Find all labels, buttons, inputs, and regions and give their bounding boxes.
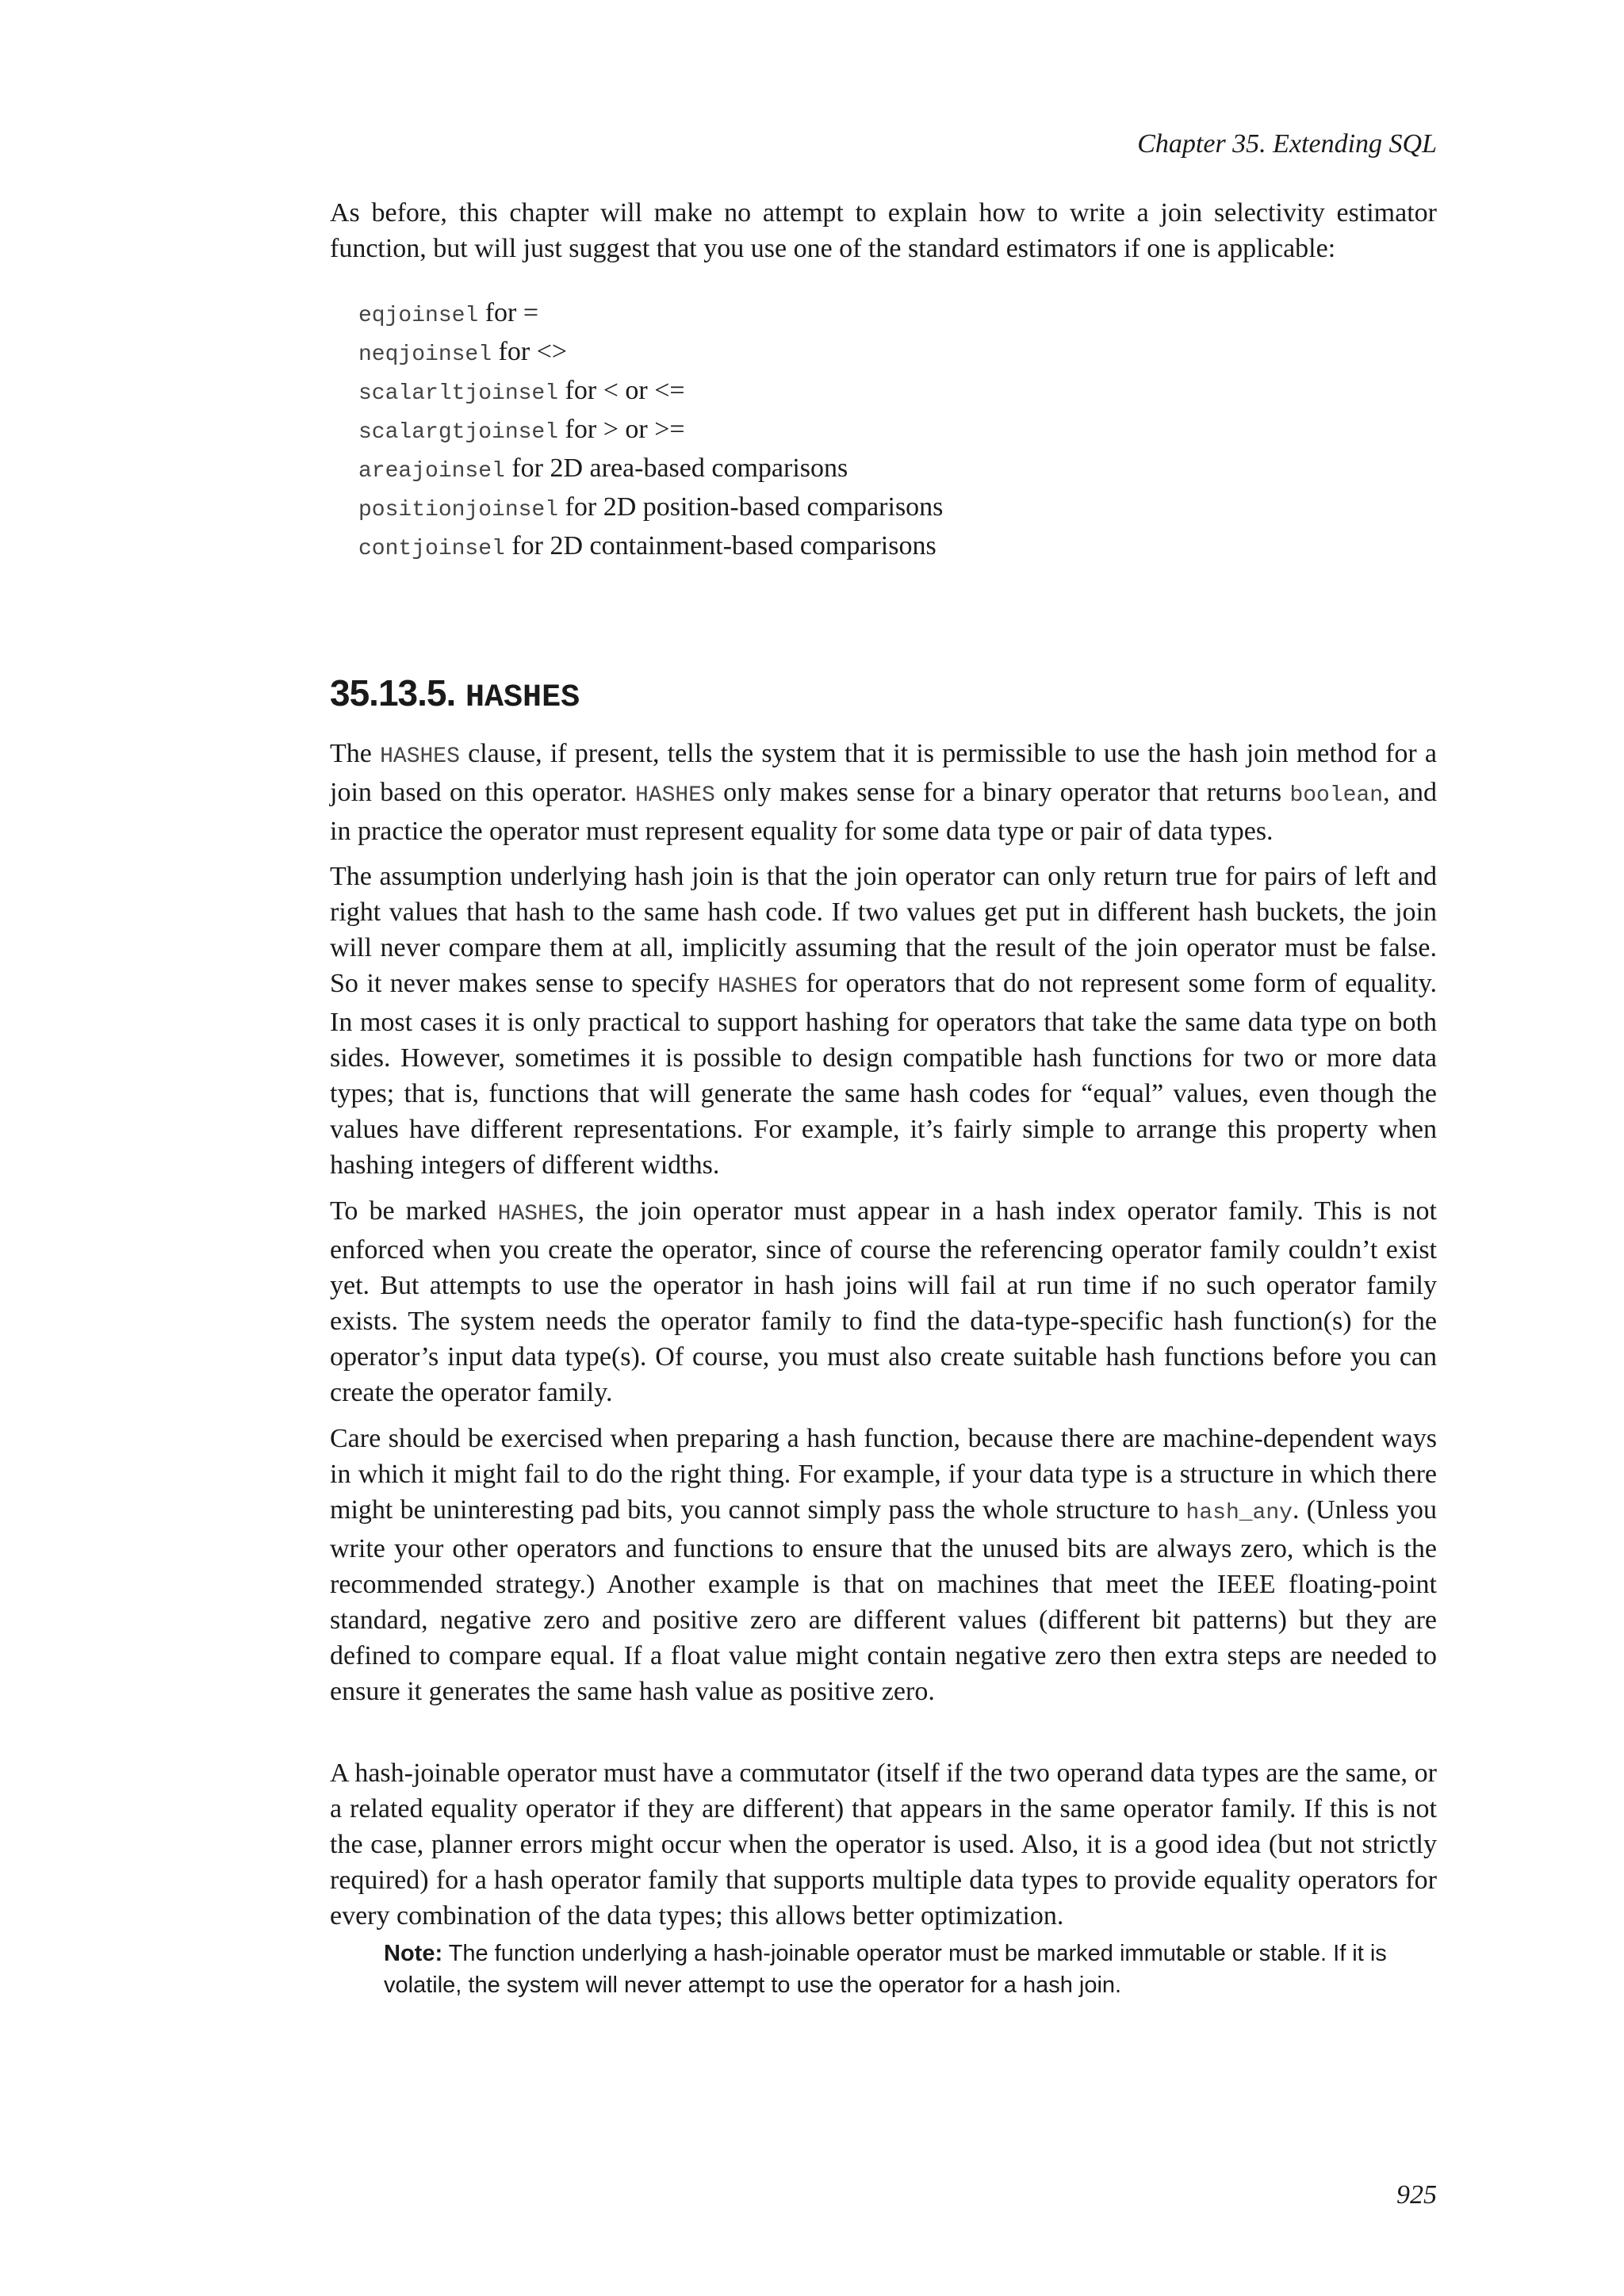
text-run: only makes sense for a binary operator that returns: [714, 778, 1290, 807]
inline-code: hash_any: [1185, 1501, 1293, 1525]
list-item: [358, 411, 943, 450]
list-item: [358, 295, 943, 334]
text-run: for operators that do not represent some form of equality. In most cases it is only practical to support hashing for operators that take the same data type on both sides. However, sometimes it is possible to design compatible hash functions for two or more data types; that is, functions that will generate the same hash codes for “equal” values, even though the values have different representations. For example, it’s fairly simple to arrange this property when hashing integers of different widths.: [330, 969, 1438, 1180]
estimator-desc: for =: [485, 298, 539, 327]
estimator-name: eqjoinsel: [358, 304, 479, 328]
note-text: The function underlying a hash-joinable operator must be marked immutable or stable. If it is volatile, the system will never attempt to use the operator for a hash join.: [384, 1941, 1387, 1998]
estimator-name: scalargtjoinsel: [358, 420, 559, 445]
inline-code: HASHES: [717, 974, 798, 999]
section-keyword: HASHES: [465, 680, 580, 716]
note-box: [384, 1938, 1437, 2001]
paragraph-assumption: [330, 859, 1437, 1183]
list-item: [358, 489, 943, 528]
paragraph-hash-function-care: [330, 1421, 1437, 1709]
text-run: Care should be exercised when preparing a hash function, because there are machine-dependent ways in which it might fail to do the right thing. For example, if your data type is a structure in which there might be uninteresting pad bits, you cannot simply pass the whole structure to: [330, 1424, 1437, 1525]
text-run: , the join operator must appear in a hash index operator family. This is not enforced when you create the operator, since of course the referencing operator family couldn’t exist yet. But attempts to use the operator in hash joins will fail at run time if no such operator family exists. The system needs the operator family to find the data-type-specific hash function(s) for the operator’s input data type(s). Of course, you must also create suitable hash functions before you can create the operator family.: [330, 1196, 1437, 1407]
paragraph-hashes-clause: [330, 736, 1437, 849]
text-run: The assumption underlying hash join is that the join operator can only return true for pairs of left and right values that hash to the same hash code. If two values get put in different hash buckets, the join will never compare them at all, implicitly assuming that the result of the join operator must be false. So it never makes sense to specify: [330, 862, 1437, 998]
estimator-name: positionjoinsel: [358, 498, 559, 522]
estimator-desc: for 2D containment-based comparisons: [511, 531, 936, 561]
estimator-name: contjoinsel: [358, 537, 505, 561]
text-run: To be marked: [330, 1196, 498, 1226]
note-label: Note:: [384, 1941, 443, 1966]
paragraph-operator-family: [330, 1193, 1437, 1410]
text-run: . (Unless you write your other operators and functions to ensure that the unused bits are always zero, which is the recommended strategy.) Another example is that on machines that meet the IEEE floating-point standard, negative zero and positive zero are different values (different bit patterns) but they are defined to compare equal. If a float value might contain negative zero then extra steps are needed to ensure it generates the same hash value as positive zero.: [330, 1495, 1437, 1706]
section-number: 35.13.5.: [330, 672, 456, 714]
text-run: , and in practice the operator must represent equality for some data type or pair of data types.: [330, 778, 1437, 846]
page-number: 925: [1396, 2180, 1437, 2210]
inline-code: boolean: [1289, 783, 1384, 808]
intro-paragraph: As before, this chapter will make no attempt to explain how to write a join selectivity estimator function, but will just suggest that you use one of the standard estimators if one is applicable:: [330, 198, 1437, 263]
estimator-desc: for 2D position-based comparisons: [565, 492, 944, 522]
document-page: [330, 0, 1437, 2296]
estimator-name: neqjoinsel: [358, 342, 492, 367]
estimator-list: [358, 295, 943, 567]
list-item: [358, 334, 943, 373]
list-item: [358, 450, 943, 489]
text-run: clause, if present, tells the system that it is permissible to use the hash join method for a join based on this operator.: [330, 739, 1438, 807]
list-item: [358, 528, 943, 567]
paragraph-commutator: A hash-joinable operator must have a commutator (itself if the two operand data types are the same, or a related equality operator if they are different) that appears in the same operator family. If this is not the case, planner errors might occur when the operator is used. Also, it is a good idea (but not strictly required) for a hash operator family that supports multiple data types to provide equality operators for every combination of the data types; this allows better optimization.: [330, 1758, 1437, 1931]
section-heading: [330, 671, 580, 721]
estimator-name: scalarltjoinsel: [358, 381, 559, 406]
inline-code: HASHES: [497, 1202, 578, 1226]
estimator-desc: for < or <=: [565, 376, 685, 405]
text-run: The: [330, 739, 381, 768]
inline-code: HASHES: [635, 783, 715, 808]
running-header: Chapter 35. Extending SQL: [1137, 129, 1437, 159]
estimator-desc: for <>: [498, 337, 568, 366]
inline-code: HASHES: [380, 744, 460, 769]
estimator-name: areajoinsel: [358, 459, 505, 484]
estimator-desc: for 2D area-based comparisons: [511, 453, 848, 483]
list-item: [358, 373, 943, 411]
estimator-desc: for > or >=: [565, 415, 685, 444]
